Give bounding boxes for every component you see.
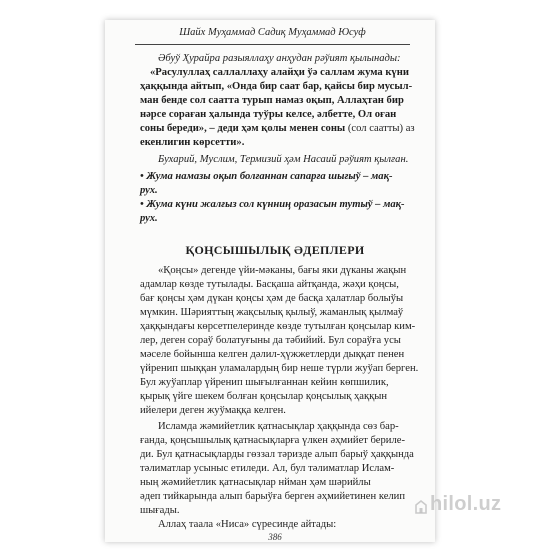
hadith-intro: Әбуў Ҳурайра разыяллаҳу анҳудан рәўият қылынады:: [158, 53, 401, 64]
hadith-source: Бухарий, Муслим, Термизий ҳәм Насаий рәўият қылған.: [158, 154, 409, 165]
running-header: Шайх Муҳаммад Садиқ Муҳаммад Юсуф: [179, 27, 366, 38]
bullet-text: Жума намазы оқып болғаннан сапарға шығыў – мақ-: [146, 171, 393, 182]
paragraph-line: ди. Бул қатнасықларды гөззал тәризде алып барыў ҳаққында: [140, 449, 414, 460]
bullet-item: • Жума намазы оқып болғаннан сапарға шығыў – мақ-: [140, 171, 393, 182]
hadith-line: «Расулуллаҳ саллаллаҳу алайҳи ўә саллам жума күни: [150, 67, 409, 78]
hadith-line: ман бенде сол саатта турып намаз оқып, Аллаҳтан бир: [140, 95, 404, 106]
paragraph-line: ғанда, қоңсышылық қатнасықларға үлкен әҳмийет бериле-: [140, 435, 405, 446]
hadith-line: нәрсе сораған ҳалында туўры келсе, әлбетте, Ол оған: [140, 109, 397, 120]
paragraph-line: ҳаққындағы көрсетпелеринде көзде тутылған қоңсылар ким-: [140, 321, 416, 332]
paragraph-line: ийелери деген жуўмаққа келген.: [140, 405, 286, 416]
hadith-line: соны береди», – деди ҳәм қолы менен соны: [140, 123, 346, 134]
paragraph-line: үйренип шыққан уламалардың бир неше түрли жуўап берген.: [140, 363, 419, 374]
header-rule: [135, 44, 410, 45]
bullet-continuation: рух.: [140, 185, 158, 196]
paragraph-line: «Қоңсы» дегенде үйи-мәканы, бағы яки дүканы жақын: [158, 265, 407, 276]
paragraph-line: мүмкин. Шәрияттың жақсылық қылыў, жаманлық қылмаў: [140, 307, 404, 318]
paragraph-line: лер, деген сораў болатуғыны да тәбийий. Бул сораўға усы: [140, 335, 401, 346]
watermark: hilol.uz: [430, 493, 502, 515]
paragraph-line: ның жәмийетлик қатнасықлар нйман ҳәм шәрийлы: [140, 477, 371, 488]
paragraph-line: мәселе бойынша келген дәлил-ҳүжжетлерди дыққат пенен: [140, 349, 405, 360]
bullet-item: • Жума күни жалғыз сол күнниң оразасын тутыў – мақ-: [140, 199, 405, 210]
paragraph-line: Бул жуўаплар үйренип шығылғаннан кейин көпшилик,: [140, 377, 389, 388]
paragraph-line: адамлар көзде тутылады. Басқаша айтқанда, жәҳи қоңсы,: [140, 279, 399, 290]
bullet-continuation: рух.: [140, 213, 158, 224]
hilol-logo-icon: [414, 500, 428, 514]
paragraph-line: тәлиматлар усыныс етиледи. Ал, бул тәлиматлар Ислам-: [140, 463, 395, 474]
quote-intro: Аллаҳ таала «Ниса» сүресинде айтады:: [158, 519, 337, 530]
bullet-text: Жума күни жалғыз сол күнниң оразасын тутыў – мақ-: [146, 199, 405, 210]
paragraph-line: әдеп тийкарында алып барыўға берген әҳмийетинен келип: [140, 491, 406, 502]
paragraph-line: шығады.: [140, 505, 180, 516]
paragraph-line: бағ қоңсы ҳәм дүкан қоңсы ҳәм де басқа ҳалатлар болыўы: [140, 293, 404, 304]
hadith-line: екенлигин көрсетти».: [140, 137, 245, 148]
hadith-aside: (сол саатты) аз: [347, 123, 415, 134]
hadith-line: ҳаққында айтып, «Онда бир саат бар, қайсы бир мусыл-: [140, 81, 413, 92]
hadith-line-with-aside: [140, 122, 415, 136]
page-number: 386: [268, 532, 282, 542]
paragraph-line: Исламда жәмийетлик қатнасықлар ҳаққында сөз бар-: [158, 421, 399, 432]
section-heading: ҚОҢСЫШЫЛЫҚ ӘДЕПЛЕРИ: [185, 243, 365, 257]
paragraph-line: қырық үйге шекем болған қоңсылар қоңсылық ҳаққын: [140, 391, 388, 402]
